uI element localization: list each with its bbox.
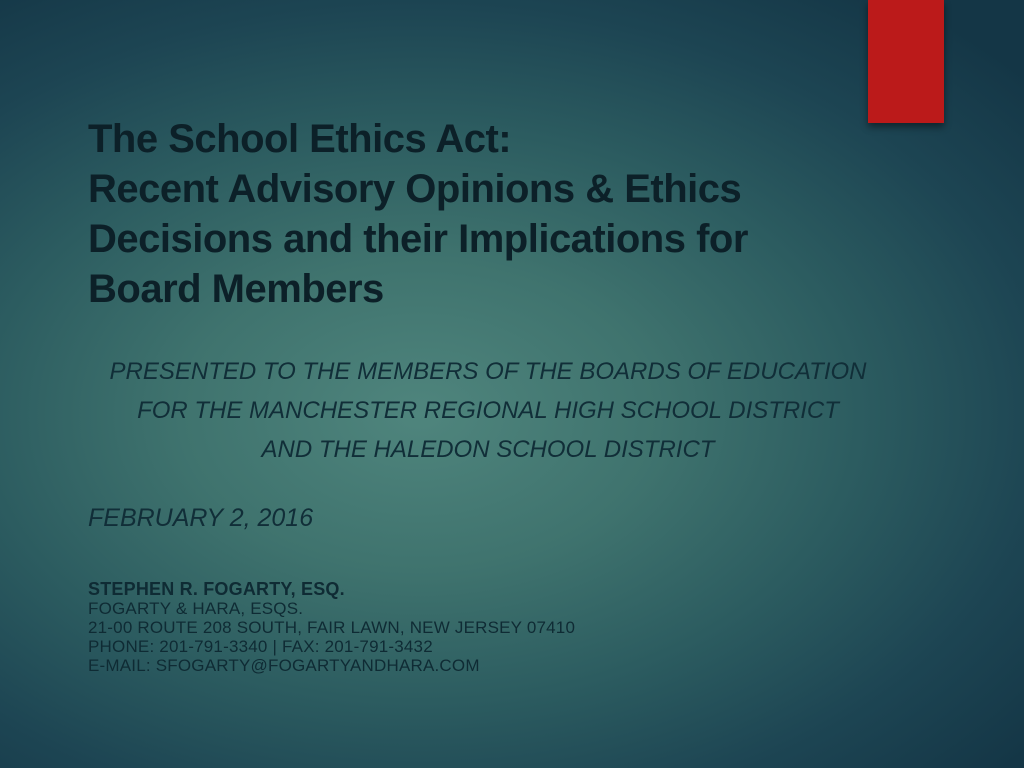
red-accent-rectangle	[868, 0, 944, 123]
subtitle-line-2: FOR THE MANCHESTER REGIONAL HIGH SCHOOL DISTRICT	[137, 397, 839, 424]
phone-fax-line: PHONE: 201-791-3340 | FAX: 201-791-3432	[88, 637, 433, 656]
presenter-name: STEPHEN R. FOGARTY, ESQ.	[88, 579, 345, 599]
subtitle-line-1: PRESENTED TO THE MEMBERS OF THE BOARDS OF EDUCATION	[109, 358, 867, 385]
slide-title-line-4: Board Members	[88, 267, 384, 311]
subtitle-line-3: AND THE HALEDON SCHOOL DISTRICT	[261, 436, 715, 463]
firm-address: 21-00 ROUTE 208 SOUTH, FAIR LAWN, NEW JERSEY 07410	[88, 618, 576, 637]
slide-title-line-3: Decisions and their Implications for	[88, 217, 748, 261]
slide-title-line-2: Recent Advisory Opinions & Ethics	[88, 167, 742, 211]
firm-name: FOGARTY & HARA, ESQS.	[88, 599, 304, 618]
presentation-date: FEBRUARY 2, 2016	[88, 504, 314, 532]
slide-title-line-1: The School Ethics Act:	[88, 117, 512, 161]
email-line: E-MAIL: SFOGARTY@FOGARTYANDHARA.COM	[88, 656, 480, 675]
contact-block	[88, 580, 708, 675]
slide-subtitle	[88, 352, 888, 469]
slide-title	[88, 114, 888, 314]
